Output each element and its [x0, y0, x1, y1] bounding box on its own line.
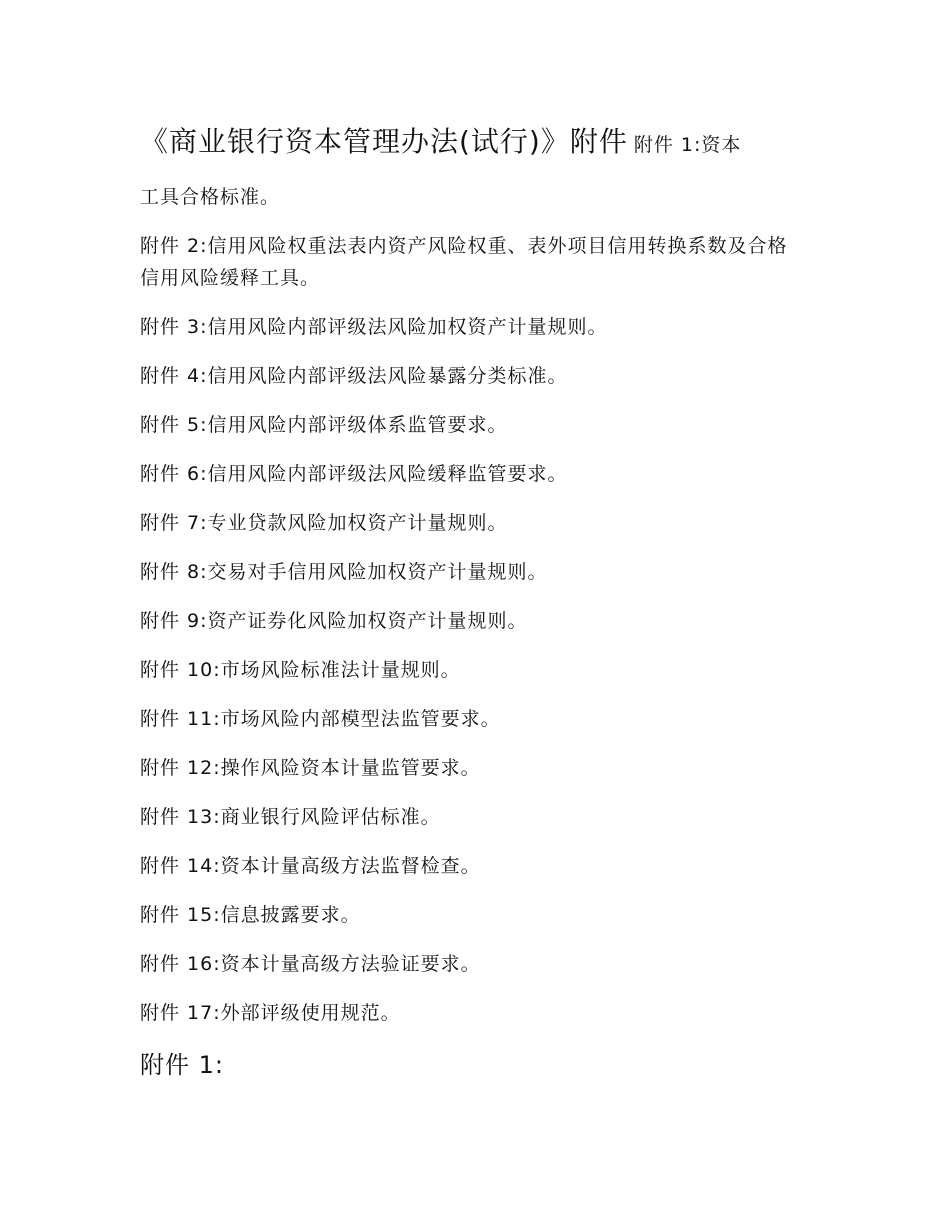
title-continuation: 工具合格标准。: [140, 186, 281, 208]
list-item: 附件 16:资本计量高级方法验证要求。: [140, 953, 481, 975]
list-item: 附件 12:操作风险资本计量监管要求。: [140, 757, 481, 779]
title-suffix: 附件 1:资本: [633, 134, 742, 156]
title-text: 《商业银行资本管理办法(试行)》附件: [140, 125, 628, 158]
list-item: 附件 3:信用风险内部评级法风险加权资产计量规则。: [140, 316, 608, 338]
list-item: 附件 4:信用风险内部评级法风险暴露分类标准。: [140, 365, 568, 387]
list-item: 附件 10:市场风险标准法计量规则。: [140, 659, 461, 681]
list-item: 附件 5:信用风险内部评级体系监管要求。: [140, 414, 508, 436]
attachment-list: [140, 230, 800, 1029]
document-title: [140, 120, 800, 167]
list-item: 附件 17:外部评级使用规范。: [140, 1002, 401, 1024]
list-item: 附件 6:信用风险内部评级法风险缓释监管要求。: [140, 463, 568, 485]
list-item: 附件 9:资产证券化风险加权资产计量规则。: [140, 610, 528, 632]
section-heading: 附件 1:: [140, 1051, 224, 1079]
list-item: 附件 2:信用风险权重法表内资产风险权重、表外项目信用转换系数及合格信用风险缓释工具。: [140, 235, 788, 289]
list-item: 附件 11:市场风险内部模型法监管要求。: [140, 708, 501, 730]
list-item: 附件 14:资本计量高级方法监督检查。: [140, 855, 481, 877]
list-item: 附件 8:交易对手信用风险加权资产计量规则。: [140, 561, 548, 583]
list-item: 附件 7:专业贷款风险加权资产计量规则。: [140, 512, 508, 534]
list-item: 附件 13:商业银行风险评估标准。: [140, 806, 441, 828]
list-item: 附件 15:信息披露要求。: [140, 904, 361, 926]
document-page: [140, 120, 800, 1083]
